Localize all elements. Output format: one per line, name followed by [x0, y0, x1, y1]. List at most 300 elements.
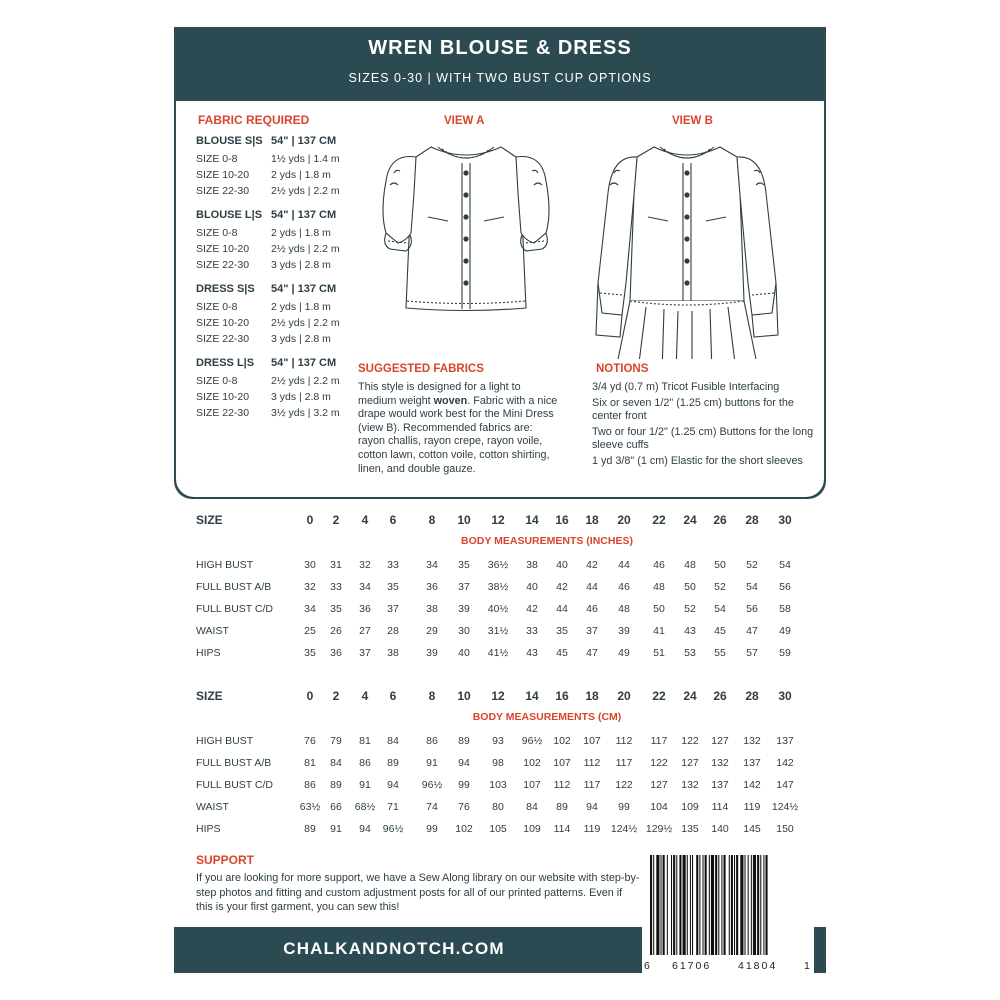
fabric-row: [196, 391, 366, 407]
measurement-value: 54: [779, 559, 791, 571]
measurement-value: 42: [526, 603, 538, 615]
measurement-row: [196, 779, 808, 801]
barcode-bar: [679, 855, 681, 955]
pattern-title: WREN BLOUSE & DRESS: [368, 37, 632, 59]
fabric-amount: 3 yds | 2.8 m: [271, 259, 331, 271]
suggested-fabrics-bold: woven: [433, 394, 468, 407]
measurement-value: 50: [684, 581, 696, 593]
fabric-amount: 2 yds | 1.8 m: [271, 301, 331, 313]
size-value: 4: [361, 689, 369, 703]
measurement-row: [196, 559, 808, 581]
measurement-value: 84: [526, 801, 538, 813]
barcode-bar: [676, 855, 677, 955]
measurement-value: 58: [779, 603, 791, 615]
size-value: 24: [683, 689, 697, 703]
fabric-amount: 2 yds | 1.8 m: [271, 169, 331, 181]
measurement-value: 94: [359, 823, 371, 835]
measurement-value: 74: [426, 801, 438, 813]
measurement-value: 50: [653, 603, 665, 615]
measurement-value: 94: [586, 801, 598, 813]
fabric-amount: 2½ yds | 2.2 m: [271, 317, 340, 329]
support-title: SUPPORT: [196, 853, 255, 867]
size-value: 26: [713, 689, 727, 703]
fabric-row: [196, 407, 366, 423]
measurement-value: 104: [650, 801, 668, 813]
measurement-value: 98: [492, 757, 504, 769]
barcode-bars: [642, 855, 814, 959]
barcode-bar: [715, 855, 717, 955]
measurement-row: [196, 823, 808, 845]
fabric-size: SIZE 22-30: [196, 185, 250, 197]
cm-measurement-table: [196, 689, 808, 845]
measurement-value: 31: [330, 559, 342, 571]
barcode-digit: 6: [644, 960, 650, 972]
suggested-fabrics-text-part: . Fabric with a nice drape would work best for the Mini Dress (view B). Recommended fabrics are: rayon challis, rayon crepe, rayon voile, cotton lawn, cotton voile, cotton shirting, linen, and double gauze.: [358, 394, 558, 475]
measurement-label: HIGH BUST: [196, 735, 254, 747]
size-value: 22: [652, 513, 666, 527]
barcode-bar: [736, 855, 738, 955]
measurement-value: 38½: [487, 581, 509, 593]
measurement-value: 99: [458, 779, 470, 791]
measurement-value: 44: [556, 603, 568, 615]
measurement-value: 89: [387, 757, 399, 769]
measurement-value: 46: [653, 559, 665, 571]
measurement-value: 109: [523, 823, 541, 835]
measurement-value: 30: [304, 559, 316, 571]
view-a-title: VIEW A: [444, 115, 485, 127]
fabric-size: SIZE 0-8: [196, 375, 238, 387]
measurement-value: 35: [330, 603, 342, 615]
measurement-value: 47: [746, 625, 758, 637]
measurement-value: 51: [653, 647, 665, 659]
fabric-amount: 3½ yds | 3.2 m: [271, 407, 340, 419]
measurement-value: 56: [779, 581, 791, 593]
measurement-value: 79: [330, 735, 342, 747]
barcode-bar: [731, 855, 733, 955]
fabric-size: SIZE 10-20: [196, 317, 250, 329]
suggested-fabrics-title: SUGGESTED FABRICS: [358, 363, 484, 375]
measurement-value: 132: [711, 757, 729, 769]
fabric-row: [196, 153, 366, 169]
suggested-fabrics-text: [358, 381, 558, 476]
fabric-amount: 2½ yds | 2.2 m: [271, 243, 340, 255]
size-value: 0: [306, 689, 314, 703]
measurement-value: 89: [458, 735, 470, 747]
measurement-value: 102: [523, 757, 541, 769]
measurement-value: 145: [743, 823, 761, 835]
size-value: 12: [491, 689, 505, 703]
barcode-bar: [757, 855, 759, 955]
measurement-row: [196, 603, 808, 625]
measurement-value: 86: [426, 735, 438, 747]
fabric-group-width: 54" | 137 CM: [271, 135, 337, 147]
measurement-value: 55: [714, 647, 726, 659]
measurement-value: 137: [743, 757, 761, 769]
notion-item: Two or four 1/2" (1.25 cm) Buttons for the long sleeve cuffs: [592, 425, 814, 452]
measurement-value: 32: [304, 581, 316, 593]
fabric-size: SIZE 10-20: [196, 243, 250, 255]
measurement-value: 35: [556, 625, 568, 637]
measurement-value: 96½: [421, 779, 443, 791]
size-value: 2: [332, 689, 340, 703]
measurement-value: 84: [387, 735, 399, 747]
measurement-value: 99: [426, 823, 438, 835]
barcode-bar: [724, 855, 726, 955]
measurement-value: 29: [426, 625, 438, 637]
barcode-bar: [663, 855, 665, 955]
measurement-value: 112: [615, 735, 633, 747]
measurement-value: 112: [553, 779, 571, 791]
measurement-label: FULL BUST C/D: [196, 603, 274, 615]
size-value: 22: [652, 689, 666, 703]
measurement-value: 41½: [487, 647, 509, 659]
measurement-label: HIPS: [196, 647, 221, 659]
barcode-bar: [687, 855, 688, 955]
measurement-value: 33: [387, 559, 399, 571]
measurement-value: 49: [779, 625, 791, 637]
measurement-value: 114: [711, 801, 729, 813]
measurement-value: 35: [458, 559, 470, 571]
view-a-illustration: [376, 133, 556, 323]
size-value: 28: [745, 513, 759, 527]
measurement-value: 52: [684, 603, 696, 615]
measurement-value: 36: [330, 647, 342, 659]
size-value: 10: [457, 513, 471, 527]
measurement-value: 35: [387, 581, 399, 593]
size-value: 20: [617, 689, 631, 703]
fabric-row: [196, 259, 366, 275]
measurement-value: 140: [711, 823, 729, 835]
size-value: 2: [332, 513, 340, 527]
measurement-value: 44: [586, 581, 598, 593]
measurement-value: 93: [492, 735, 504, 747]
measurement-value: 45: [556, 647, 568, 659]
measurement-value: 34: [359, 581, 371, 593]
measurement-value: 39: [618, 625, 630, 637]
fabric-size: SIZE 10-20: [196, 391, 250, 403]
measurement-value: 86: [304, 779, 316, 791]
measurement-value: 36½: [487, 559, 509, 571]
measurement-label: WAIST: [196, 801, 229, 813]
measurement-value: 38: [387, 647, 399, 659]
measurement-value: 63½: [299, 801, 321, 813]
size-label: SIZE: [196, 689, 223, 703]
fabric-group: [196, 357, 366, 423]
pattern-back-cover: [174, 27, 826, 973]
measurement-value: 71: [387, 801, 399, 813]
notion-item: Six or seven 1/2" (1.25 cm) buttons for the center front: [592, 396, 794, 423]
measurement-value: 127: [681, 757, 699, 769]
measurement-value: 117: [650, 735, 668, 747]
barcode-bar: [711, 855, 714, 955]
header-band: [174, 27, 826, 499]
support-text: If you are looking for more support, we have a Sew Along library on our website with step-by-step photos and fitting and custom adjustment posts for all of our printed patterns. Even if this is your first garment, you can sew this!: [196, 872, 640, 914]
measurement-value: 122: [650, 757, 668, 769]
measurement-value: 137: [711, 779, 729, 791]
fabric-group: [196, 209, 366, 275]
measurement-value: 122: [615, 779, 633, 791]
fabric-amount: 2 yds | 1.8 m: [271, 227, 331, 239]
measurement-value: 53: [684, 647, 696, 659]
measurement-value: 102: [553, 735, 571, 747]
barcode-bar: [653, 855, 654, 955]
size-value: 16: [555, 689, 569, 703]
measurement-value: 127: [711, 735, 729, 747]
measurement-value: 30: [458, 625, 470, 637]
measurement-value: 37: [458, 581, 470, 593]
fabric-group-header: [196, 283, 366, 301]
size-value: 18: [585, 689, 599, 703]
barcode-digit: 1: [804, 960, 810, 972]
measurement-value: 89: [556, 801, 568, 813]
measurement-value: 38: [426, 603, 438, 615]
measurement-value: 109: [681, 801, 699, 813]
barcode-bar: [650, 855, 652, 955]
barcode-bar: [740, 855, 743, 955]
measurement-value: 112: [583, 757, 601, 769]
size-value: 6: [389, 513, 397, 527]
measurement-value: 107: [523, 779, 541, 791]
barcode-bar: [721, 855, 722, 955]
size-value: 30: [778, 689, 792, 703]
measurement-value: 48: [618, 603, 630, 615]
barcode-bar: [696, 855, 698, 955]
size-value: 18: [585, 513, 599, 527]
barcode-bar: [753, 855, 756, 955]
fabric-group-name: BLOUSE S|S: [196, 135, 263, 147]
measurement-value: 40: [556, 559, 568, 571]
measurement-value: 127: [650, 779, 668, 791]
measurement-value: 54: [714, 603, 726, 615]
measurement-value: 147: [776, 779, 794, 791]
measurement-value: 44: [618, 559, 630, 571]
notions-list: [592, 381, 814, 471]
fabric-row: [196, 169, 366, 185]
measurement-value: 41: [653, 625, 665, 637]
fabric-row: [196, 301, 366, 317]
size-value: 20: [617, 513, 631, 527]
measurement-value: 31½: [487, 625, 509, 637]
notion-item: 3/4 yd (0.7 m) Tricot Fusible Interfacing: [592, 381, 780, 393]
barcode-bar: [705, 855, 707, 955]
fabric-required-title: FABRIC REQUIRED: [198, 113, 310, 127]
measurement-value: 40: [526, 581, 538, 593]
measurement-value: 129½: [645, 823, 673, 835]
barcode-bar: [751, 855, 752, 955]
fabric-amount: 3 yds | 2.8 m: [271, 391, 331, 403]
measurement-value: 66: [330, 801, 342, 813]
measurement-value: 124½: [610, 823, 638, 835]
barcode-bar: [748, 855, 749, 955]
measurement-value: 80: [492, 801, 504, 813]
measurement-value: 38: [526, 559, 538, 571]
measurement-value: 89: [304, 823, 316, 835]
measurement-value: 43: [684, 625, 696, 637]
measurement-value: 117: [615, 757, 633, 769]
view-b-illustration: [592, 133, 782, 359]
measurement-value: 42: [586, 559, 598, 571]
measurement-value: 39: [458, 603, 470, 615]
fabric-group-name: DRESS L|S: [196, 357, 255, 369]
size-value: 14: [525, 513, 539, 527]
notions-title: NOTIONS: [596, 363, 649, 375]
barcode: [642, 853, 814, 979]
size-value: 30: [778, 513, 792, 527]
measurement-value: 56: [746, 603, 758, 615]
size-value: 6: [389, 689, 397, 703]
measurement-value: 107: [583, 735, 601, 747]
measurement-label: FULL BUST A/B: [196, 757, 272, 769]
measurement-value: 52: [746, 559, 758, 571]
barcode-digit: 41804: [738, 960, 778, 972]
fabric-row: [196, 243, 366, 259]
measurement-label: HIPS: [196, 823, 221, 835]
measurement-row: [196, 625, 808, 647]
fabric-group-width: 54" | 137 CM: [271, 357, 337, 369]
inches-measurement-table: [196, 513, 808, 669]
measurement-value: 52: [714, 581, 726, 593]
barcode-bar: [703, 855, 704, 955]
measurement-value: 150: [776, 823, 794, 835]
measurement-value: 28: [387, 625, 399, 637]
measurement-value: 48: [653, 581, 665, 593]
measurement-row: [196, 801, 808, 823]
measurement-value: 59: [779, 647, 791, 659]
measurement-row: [196, 735, 808, 757]
barcode-bar: [667, 855, 668, 955]
barcode-bar: [692, 855, 693, 955]
size-header-row: [196, 513, 808, 535]
notion-item: 1 yd 3/8" (1 cm) Elastic for the short sleeves: [592, 454, 803, 467]
size-value: 26: [713, 513, 727, 527]
fabric-group: [196, 135, 366, 201]
fabric-group-width: 54" | 137 CM: [271, 283, 337, 295]
size-value: 8: [428, 513, 436, 527]
measurement-value: 68½: [354, 801, 376, 813]
size-value: 16: [555, 513, 569, 527]
measurement-value: 102: [455, 823, 473, 835]
size-value: 24: [683, 513, 697, 527]
fabric-row: [196, 333, 366, 349]
fabric-row: [196, 185, 366, 201]
size-label: SIZE: [196, 513, 223, 527]
fabric-size: SIZE 22-30: [196, 259, 250, 271]
fabric-amount: 1½ yds | 1.4 m: [271, 153, 340, 165]
measurement-label: FULL BUST C/D: [196, 779, 274, 791]
measurement-value: 45: [714, 625, 726, 637]
body-measurements-title: BODY MEASUREMENTS (CM): [472, 711, 622, 723]
barcode-bar: [671, 855, 672, 955]
fabric-size: SIZE 0-8: [196, 227, 238, 239]
fabric-group-header: [196, 209, 366, 227]
measurement-value: 36: [426, 581, 438, 593]
measurement-value: 25: [304, 625, 316, 637]
barcode-bar: [673, 855, 675, 955]
fabric-row: [196, 375, 366, 391]
measurement-value: 132: [681, 779, 699, 791]
size-value: 0: [306, 513, 314, 527]
size-value: 28: [745, 689, 759, 703]
measurement-value: 34: [426, 559, 438, 571]
barcode-bar: [656, 855, 659, 955]
barcode-bar: [760, 855, 761, 955]
view-b-title: VIEW B: [672, 115, 713, 127]
barcode-bar: [734, 855, 735, 955]
measurement-value: 119: [743, 801, 761, 813]
measurement-value: 89: [330, 779, 342, 791]
measurement-value: 48: [684, 559, 696, 571]
barcode-bar: [709, 855, 710, 955]
fabric-size: SIZE 22-30: [196, 407, 250, 419]
measurement-value: 103: [489, 779, 507, 791]
measurement-value: 40½: [487, 603, 509, 615]
fabric-group-header: [196, 357, 366, 375]
measurement-value: 37: [586, 625, 598, 637]
size-value: 10: [457, 689, 471, 703]
measurement-value: 39: [426, 647, 438, 659]
size-header-row: [196, 689, 808, 711]
barcode-bar: [683, 855, 686, 955]
measurement-value: 122: [681, 735, 699, 747]
measurement-value: 91: [330, 823, 342, 835]
fabric-size: SIZE 22-30: [196, 333, 250, 345]
measurement-label: WAIST: [196, 625, 229, 637]
measurement-value: 114: [553, 823, 571, 835]
measurement-value: 91: [359, 779, 371, 791]
measurement-row: [196, 757, 808, 779]
website-link[interactable]: CHALKANDNOTCH.COM: [283, 939, 505, 958]
measurement-value: 81: [359, 735, 371, 747]
barcode-digit: 61706: [672, 960, 712, 972]
fabric-amount: 3 yds | 2.8 m: [271, 333, 331, 345]
fabric-row: [196, 317, 366, 333]
measurement-value: 94: [458, 757, 470, 769]
measurement-value: 37: [359, 647, 371, 659]
measurement-value: 117: [583, 779, 601, 791]
measurement-value: 91: [426, 757, 438, 769]
measurement-value: 142: [743, 779, 761, 791]
fabric-group-header: [196, 135, 366, 153]
measurement-value: 96½: [382, 823, 404, 835]
measurement-value: 137: [776, 735, 794, 747]
measurement-value: 135: [681, 823, 699, 835]
measurement-value: 96½: [521, 735, 543, 747]
fabric-row: [196, 227, 366, 243]
measurement-value: 27: [359, 625, 371, 637]
measurement-value: 81: [304, 757, 316, 769]
measurement-value: 142: [776, 757, 794, 769]
body-measurements-title: BODY MEASUREMENTS (INCHES): [461, 535, 633, 547]
measurement-value: 105: [489, 823, 507, 835]
fabric-size: SIZE 0-8: [196, 153, 238, 165]
measurement-value: 42: [556, 581, 568, 593]
size-value: 14: [525, 689, 539, 703]
measurement-value: 26: [330, 625, 342, 637]
barcode-bar: [766, 855, 768, 955]
measurement-value: 57: [746, 647, 758, 659]
measurement-value: 132: [743, 735, 761, 747]
measurement-value: 35: [304, 647, 316, 659]
measurement-value: 50: [714, 559, 726, 571]
measurement-value: 107: [553, 757, 571, 769]
measurement-value: 47: [586, 647, 598, 659]
fabric-group: [196, 283, 366, 349]
measurement-label: FULL BUST A/B: [196, 581, 272, 593]
measurement-value: 76: [458, 801, 470, 813]
barcode-bar: [661, 855, 662, 955]
measurement-value: 36: [359, 603, 371, 615]
measurement-value: 86: [359, 757, 371, 769]
